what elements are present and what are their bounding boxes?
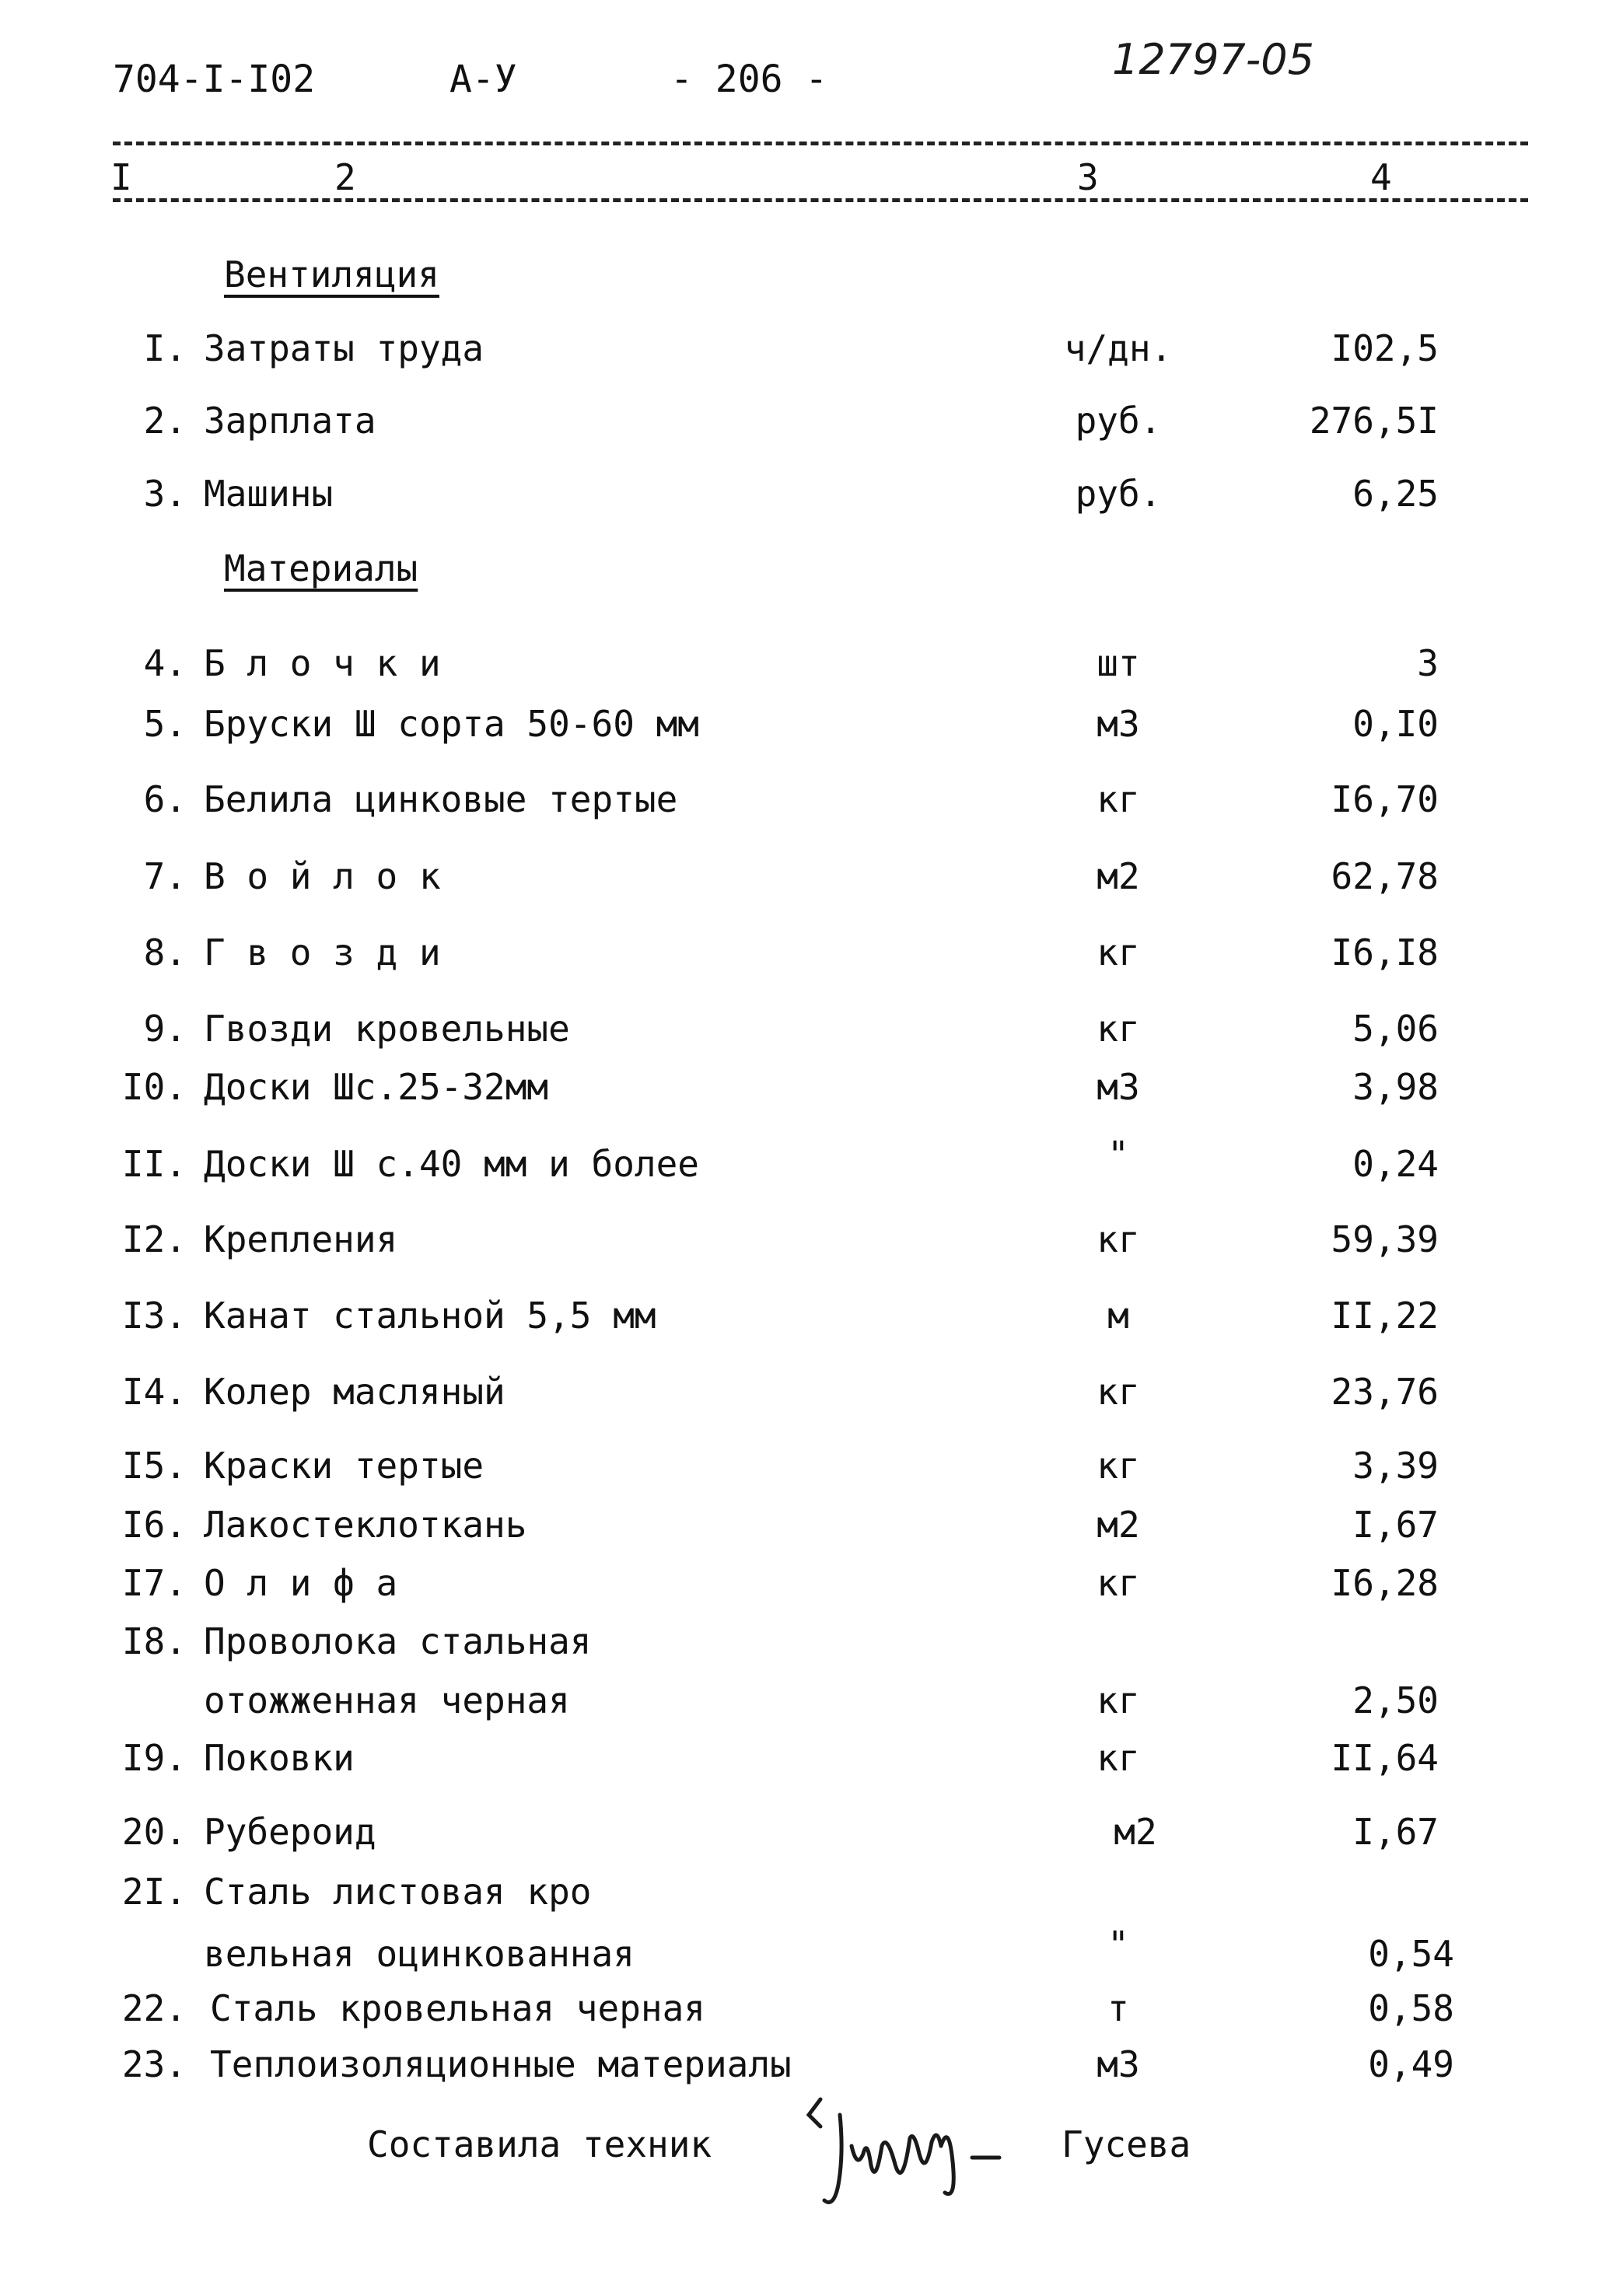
item-value: I02,5 <box>1331 327 1439 369</box>
item-name-continued: вельная оцинкованная <box>204 1933 635 1975</box>
column-1-header: I <box>110 156 132 198</box>
compiled-by-label: Составила техник <box>367 2123 712 2165</box>
item-number: 20. <box>121 1811 187 1853</box>
item-value: 6,25 <box>1352 473 1439 515</box>
item-value: 2,50 <box>1352 1679 1439 1721</box>
item-unit: кг <box>1097 1371 1140 1413</box>
item-unit: кг <box>1097 1445 1140 1487</box>
item-value: 0,54 <box>1368 1933 1454 1975</box>
item-name: Г в о з д и <box>204 931 441 973</box>
item-name: Проволока стальная <box>204 1620 592 1662</box>
item-number: 3. <box>143 473 187 515</box>
item-unit: кг <box>1097 1679 1140 1721</box>
item-unit: кг <box>1097 931 1140 973</box>
item-number: 2. <box>143 400 187 442</box>
column-2-header: 2 <box>334 156 356 198</box>
item-number: I4. <box>121 1371 187 1413</box>
item-value: 62,78 <box>1331 855 1439 897</box>
item-value: II,64 <box>1331 1737 1439 1779</box>
archive-number: 12797-05 <box>1112 35 1314 84</box>
item-number: 5. <box>143 703 187 745</box>
item-number: 22. <box>121 1987 187 2029</box>
dashed-rule-top <box>113 142 1528 145</box>
item-number: I7. <box>121 1562 187 1604</box>
item-name: Крепления <box>204 1218 398 1260</box>
item-unit: кг <box>1097 1737 1140 1779</box>
item-name: Краски тертые <box>204 1445 484 1487</box>
doc-series: А-У <box>449 58 517 101</box>
item-unit: м3 <box>1097 1066 1140 1108</box>
item-number: 6. <box>143 778 187 820</box>
doc-code: 704-I-I02 <box>113 58 316 101</box>
item-unit: руб. <box>1075 473 1162 515</box>
item-unit: м2 <box>1114 1811 1157 1853</box>
item-name: Поковки <box>204 1737 355 1779</box>
item-value: 0,58 <box>1368 1987 1454 2029</box>
item-number: I6. <box>121 1504 187 1546</box>
item-unit: кг <box>1097 1008 1140 1050</box>
item-unit: м3 <box>1097 2043 1140 2085</box>
item-unit: м3 <box>1097 703 1140 745</box>
item-unit: шт <box>1097 642 1140 684</box>
item-value: 0,I0 <box>1352 703 1439 745</box>
item-number: 7. <box>143 855 187 897</box>
item-unit: м2 <box>1097 855 1140 897</box>
item-name: О л и ф а <box>204 1562 398 1604</box>
item-value: I6,28 <box>1331 1562 1439 1604</box>
item-name: Теплоизоляционные материалы <box>210 2043 792 2085</box>
item-unit: " <box>1107 1134 1129 1176</box>
item-name: Затраты труда <box>204 327 484 369</box>
item-unit: ч/дн. <box>1064 327 1173 369</box>
item-value: I,67 <box>1352 1811 1439 1853</box>
item-name: Зарплата <box>204 400 376 442</box>
item-number: 4. <box>143 642 187 684</box>
item-number: 23. <box>121 2043 187 2085</box>
column-3-header: 3 <box>1077 156 1099 198</box>
item-name: Доски Ш с.40 мм и более <box>204 1143 699 1185</box>
item-number: 8. <box>143 931 187 973</box>
item-number: I9. <box>121 1737 187 1779</box>
item-number: I5. <box>121 1445 187 1487</box>
item-name: Канат стальной 5,5 мм <box>204 1295 656 1337</box>
compiler-surname: Гусева <box>1062 2123 1191 2165</box>
item-value: 276,5I <box>1309 400 1439 442</box>
item-number: 2I. <box>121 1871 187 1913</box>
item-value: 3,39 <box>1352 1445 1439 1487</box>
item-value: II,22 <box>1331 1295 1439 1337</box>
item-name: Лакостеклоткань <box>204 1504 527 1546</box>
item-name: Доски Шс.25-32мм <box>204 1066 549 1108</box>
item-name: Колер масляный <box>204 1371 505 1413</box>
item-unit: " <box>1107 1924 1129 1966</box>
item-value: 0,49 <box>1368 2043 1454 2085</box>
item-value: I6,I8 <box>1331 931 1439 973</box>
item-value: 5,06 <box>1352 1008 1439 1050</box>
item-name: Машины <box>204 473 334 515</box>
item-unit: кг <box>1097 778 1140 820</box>
item-value: I6,70 <box>1331 778 1439 820</box>
item-number: 9. <box>143 1008 187 1050</box>
column-4-header: 4 <box>1370 156 1392 198</box>
dashed-rule-bottom <box>113 198 1528 202</box>
item-unit: кг <box>1097 1562 1140 1604</box>
item-name: Бруски Ш сорта 50-60 мм <box>204 703 699 745</box>
item-value: 23,76 <box>1331 1371 1439 1413</box>
item-value: I,67 <box>1352 1504 1439 1546</box>
page-number: - 206 - <box>670 58 828 101</box>
item-name: Сталь листовая кро <box>204 1871 592 1913</box>
item-unit: кг <box>1097 1218 1140 1260</box>
item-value: 59,39 <box>1331 1218 1439 1260</box>
item-unit: руб. <box>1075 400 1162 442</box>
item-name: Сталь кровельная черная <box>210 1987 705 2029</box>
item-number: I3. <box>121 1295 187 1337</box>
item-number: I. <box>143 327 187 369</box>
item-value: 0,24 <box>1352 1143 1439 1185</box>
item-name: Рубероид <box>204 1811 376 1853</box>
item-number: I8. <box>121 1620 187 1662</box>
item-unit: м <box>1107 1295 1129 1337</box>
item-name-continued: отожженная черная <box>204 1679 570 1721</box>
item-unit: м2 <box>1097 1504 1140 1546</box>
item-name: Белила цинковые тертые <box>204 778 678 820</box>
section-materials: Материалы <box>224 547 418 589</box>
item-number: I0. <box>121 1066 187 1108</box>
item-number: II. <box>121 1143 187 1185</box>
item-value: 3,98 <box>1352 1066 1439 1108</box>
item-number: I2. <box>121 1218 187 1260</box>
item-unit: т <box>1107 1987 1129 2029</box>
item-name: Гвозди кровельные <box>204 1008 570 1050</box>
item-name: В о й л о к <box>204 855 441 897</box>
handwritten-signature <box>785 2092 1019 2224</box>
item-value: 3 <box>1417 642 1439 684</box>
section-ventilation: Вентиляция <box>224 253 439 295</box>
item-name: Б л о ч к и <box>204 642 441 684</box>
